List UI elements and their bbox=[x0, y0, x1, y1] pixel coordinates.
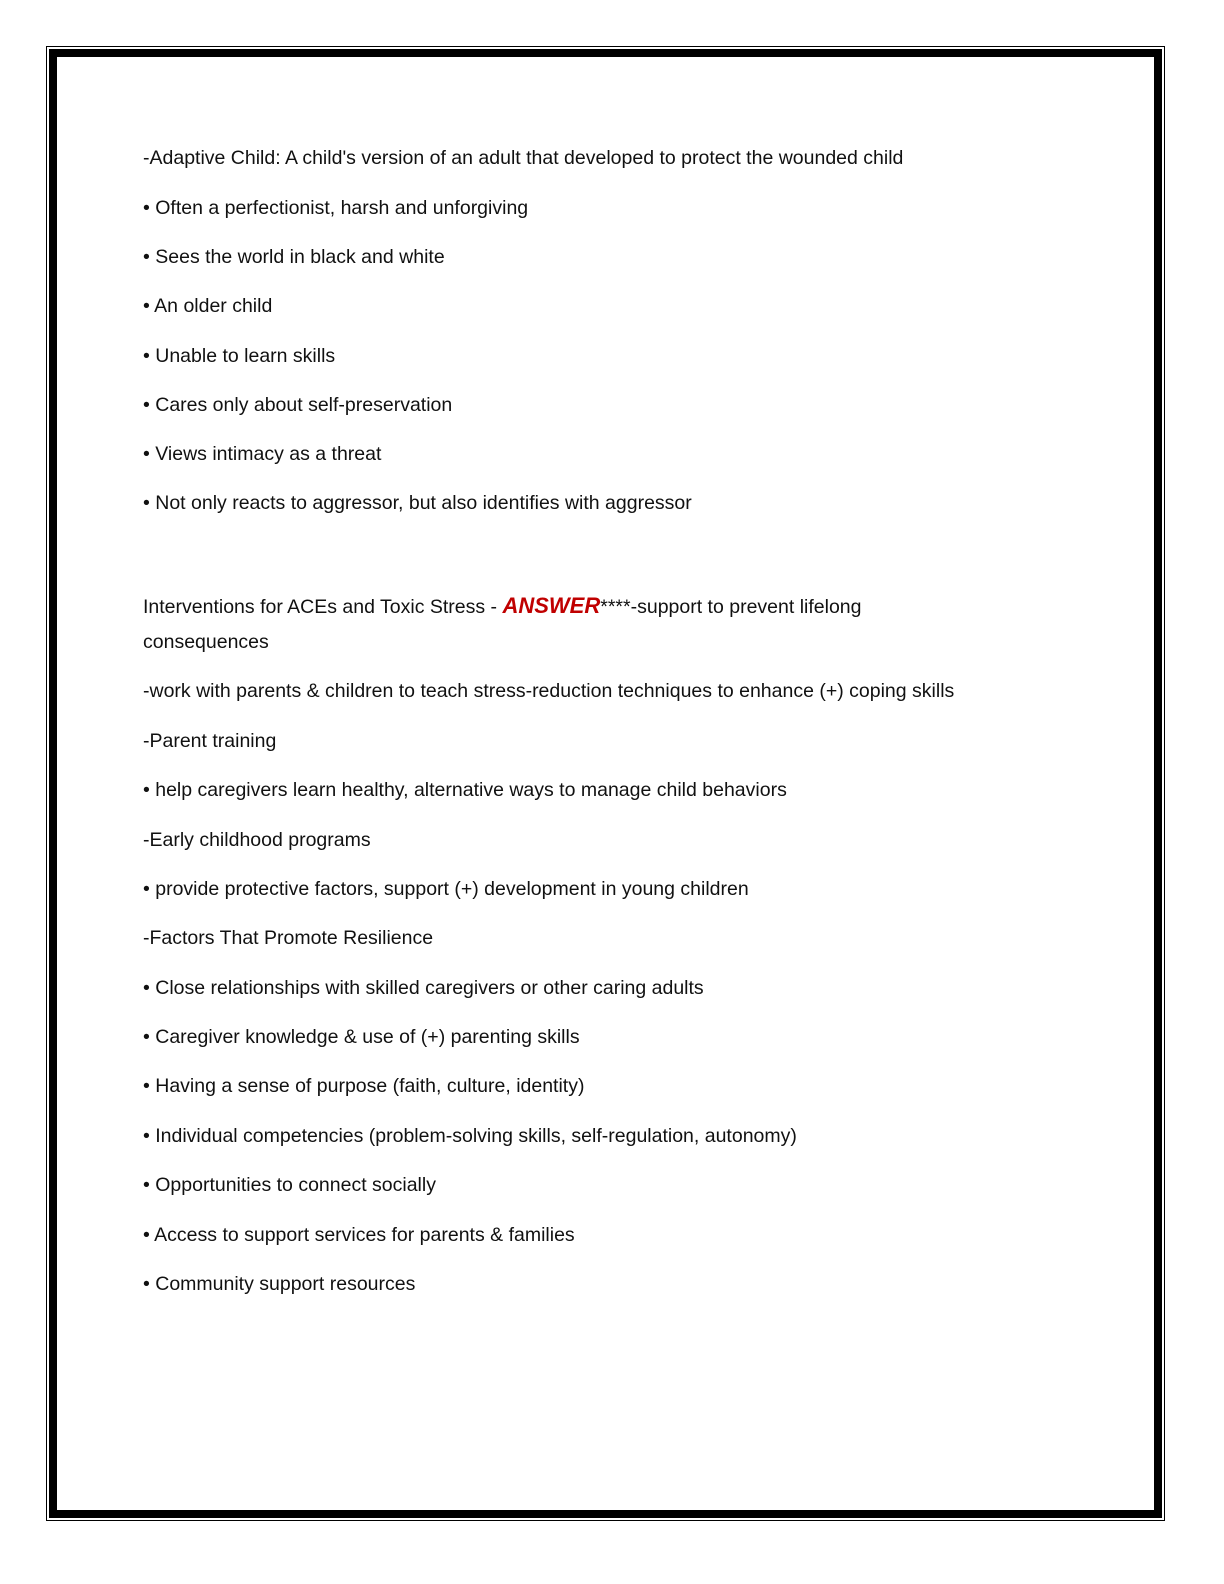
question-line bbox=[143, 594, 862, 619]
list-item: • Often a perfectionist, harsh and unforgiving bbox=[143, 197, 529, 219]
list-item: -Early childhood programs bbox=[143, 829, 371, 851]
list-item: • Opportunities to connect socially bbox=[143, 1174, 436, 1196]
list-item: -Factors That Promote Resilience bbox=[143, 927, 434, 949]
list-item: -Parent training bbox=[143, 730, 277, 752]
list-item: • Access to support services for parents & families bbox=[143, 1224, 575, 1246]
question-text: Interventions for ACEs and Toxic Stress - bbox=[143, 596, 503, 618]
list-item: • Not only reacts to aggressor, but also identifies with aggressor bbox=[143, 492, 692, 514]
list-item: • Views intimacy as a threat bbox=[143, 443, 382, 465]
list-item: • Unable to learn skills bbox=[143, 345, 336, 367]
answer-label: ANSWER bbox=[502, 593, 601, 618]
list-item: • Caregiver knowledge & use of (+) parenting skills bbox=[143, 1026, 580, 1048]
list-item: -work with parents & children to teach stress-reduction techniques to enhance (+) coping skills bbox=[143, 680, 955, 702]
list-item: • Close relationships with skilled caregivers or other caring adults bbox=[143, 977, 704, 999]
list-item: • Having a sense of purpose (faith, culture, identity) bbox=[143, 1075, 585, 1097]
list-item: • help caregivers learn healthy, alternative ways to manage child behaviors bbox=[143, 779, 787, 801]
answer-continuation: consequences bbox=[143, 631, 269, 653]
list-item: • Community support resources bbox=[143, 1273, 416, 1295]
adaptive-child-heading: -Adaptive Child: A child's version of an adult that developed to protect the wounded child bbox=[143, 147, 904, 169]
list-item: • Cares only about self-preservation bbox=[143, 394, 453, 416]
list-item: • provide protective factors, support (+) development in young children bbox=[143, 878, 749, 900]
list-item: • Sees the world in black and white bbox=[143, 246, 445, 268]
list-item: • Individual competencies (problem-solving skills, self-regulation, autonomy) bbox=[143, 1125, 797, 1147]
answer-text: ****-support to prevent lifelong bbox=[600, 596, 862, 618]
list-item: • An older child bbox=[143, 295, 273, 317]
